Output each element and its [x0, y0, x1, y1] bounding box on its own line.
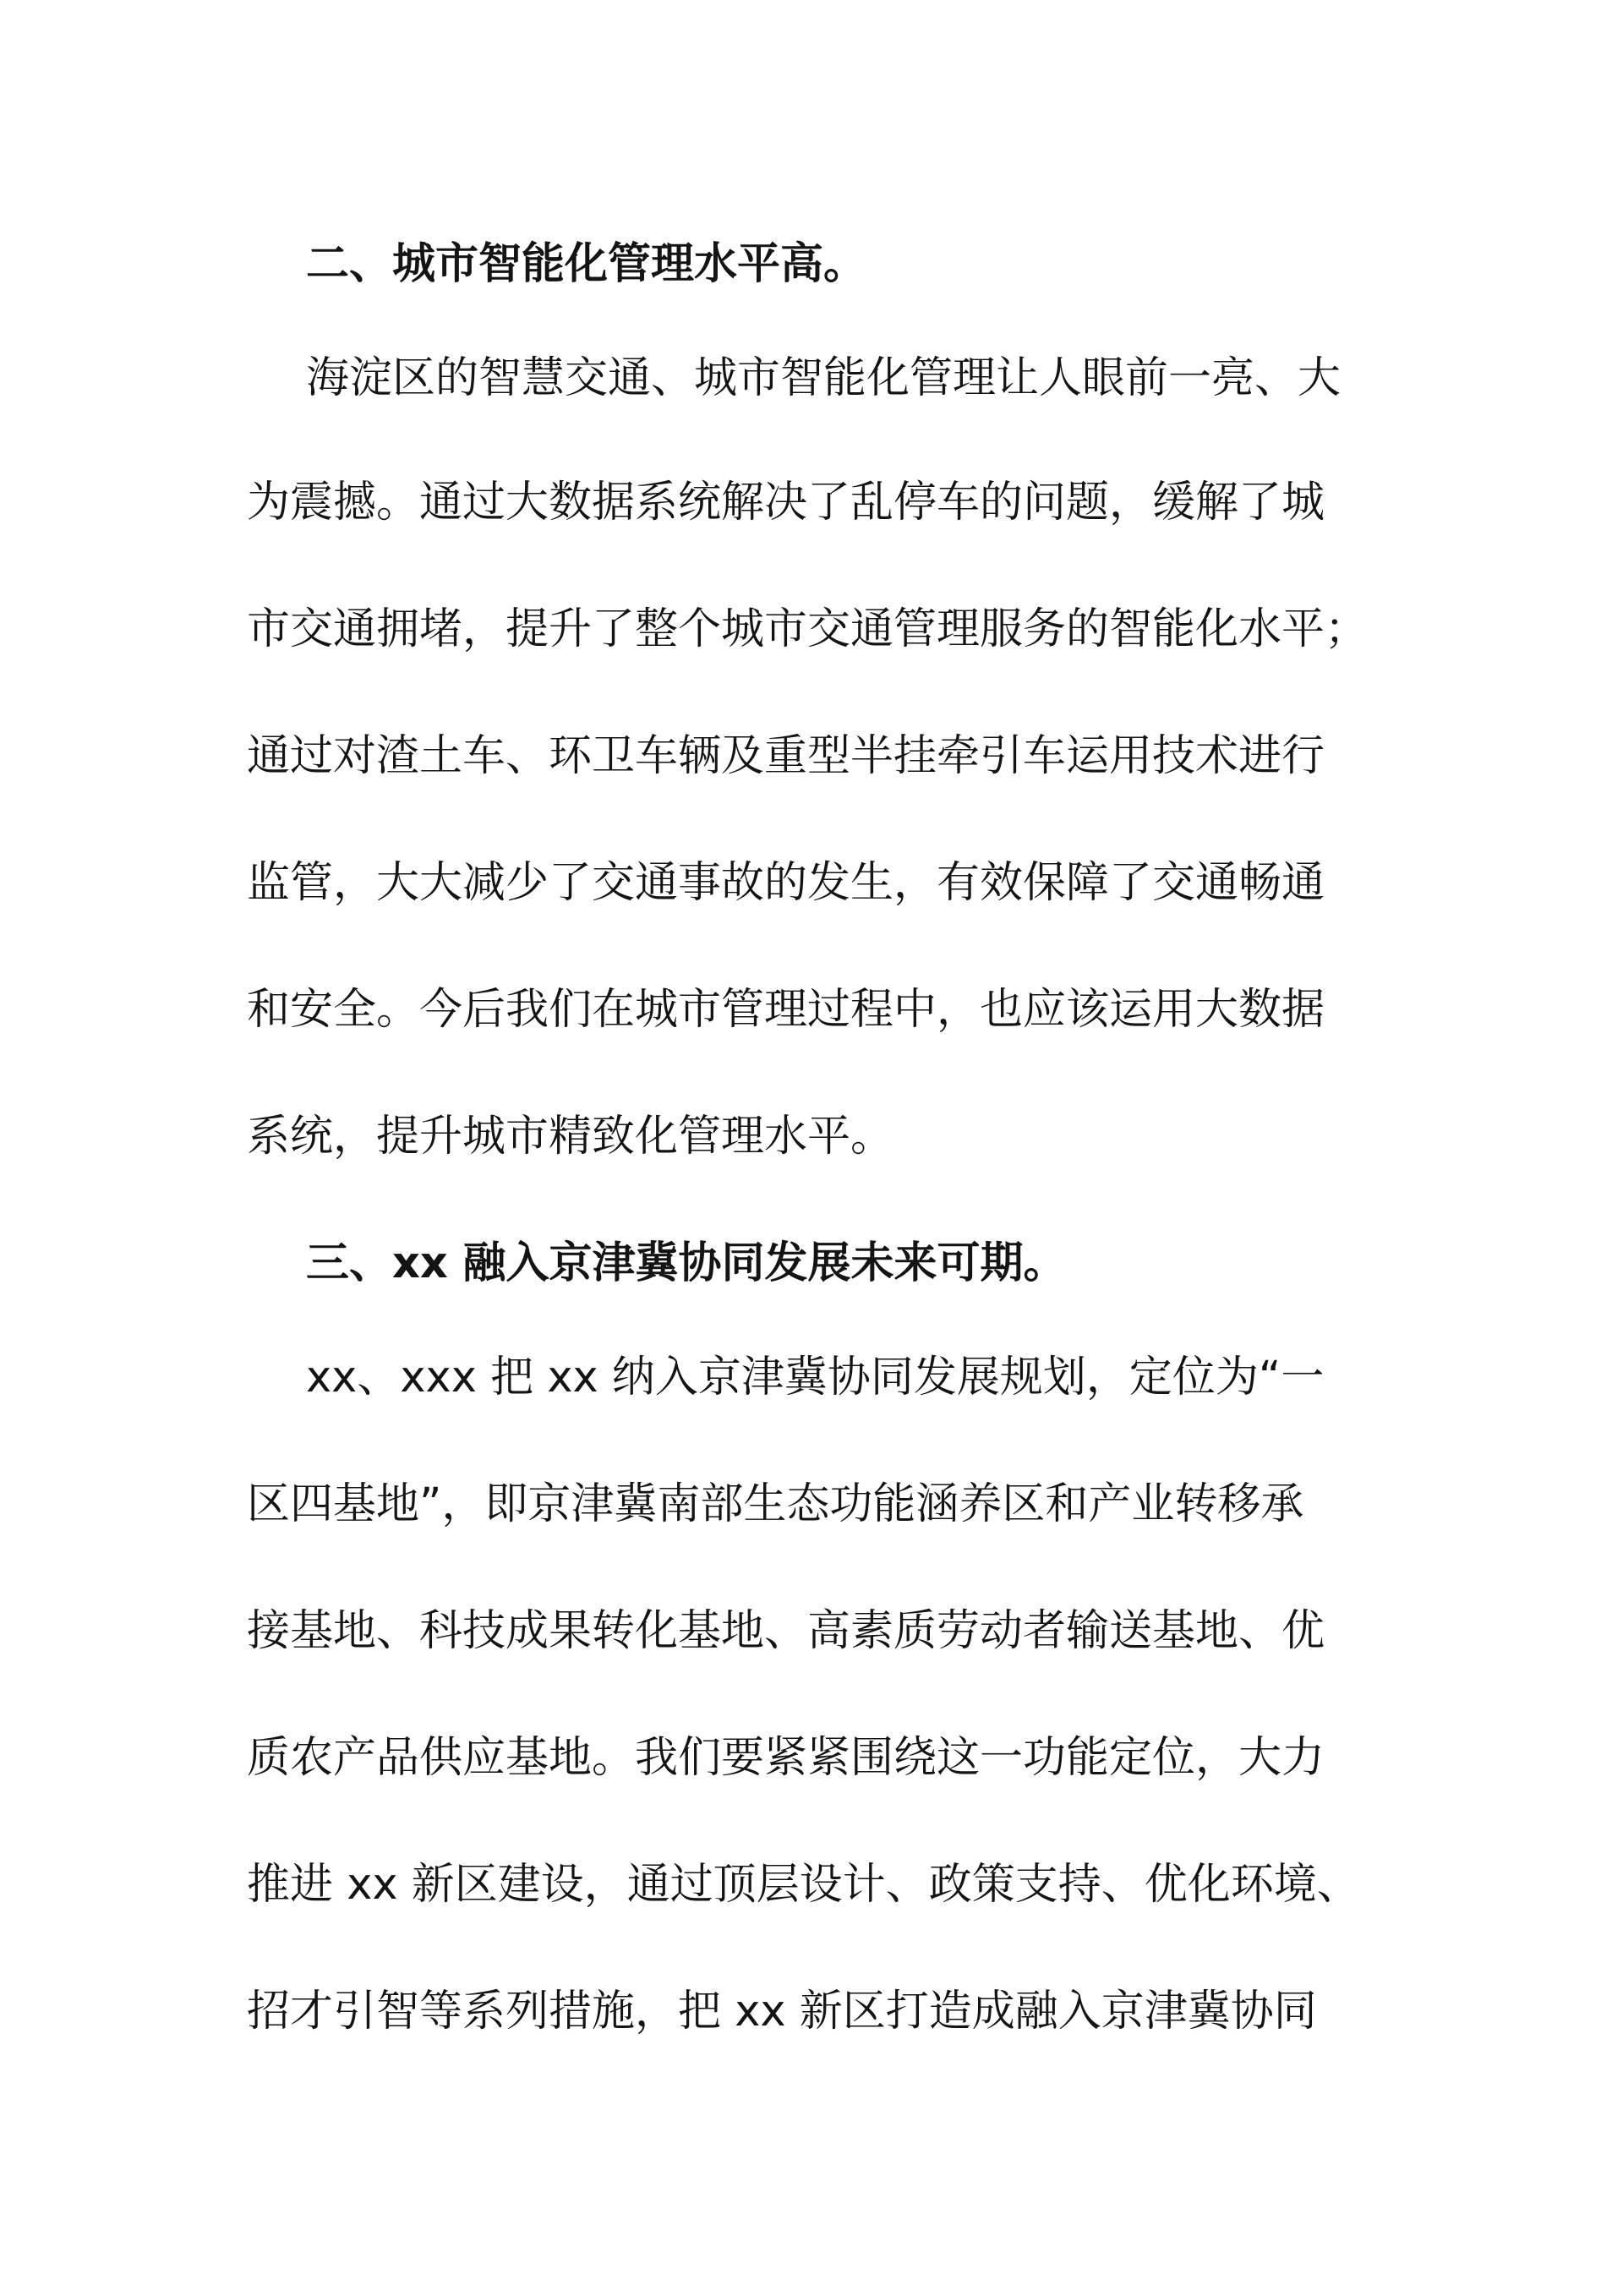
section-3-line-6: 招才引智等系列措施，把 xx 新区打造成融入京津冀协同	[247, 1987, 1317, 2036]
section-3-line-3: 接基地、科技成果转化基地、高素质劳动者输送基地、优	[247, 1606, 1325, 1656]
section-2-heading: 二、城市智能化管理水平高。	[306, 239, 867, 289]
section-2-line-3: 市交通拥堵，提升了整个城市交通管理服务的智能化水平；	[247, 604, 1369, 654]
section-2-line-4: 通过对渣土车、环卫车辆及重型半挂牵引车运用技术进行	[247, 731, 1325, 781]
section-3-line-1: xx、xxx 把 xx 纳入京津冀协同发展规划，定位为“一	[306, 1353, 1325, 1402]
section-2-line-7: 系统，提升城市精致化管理水平。	[247, 1112, 894, 1162]
section-3-line-5: 推进 xx 新区建设，通过顶层设计、政策支持、优化环境、	[247, 1860, 1360, 1910]
section-2-line-1: 海淀区的智慧交通、城市智能化管理让人眼前一亮、大	[306, 353, 1342, 403]
section-2-line-6: 和安全。今后我们在城市管理过程中，也应该运用大数据	[247, 985, 1325, 1035]
section-3-line-4: 质农产品供应基地。我们要紧紧围绕这一功能定位，大力	[247, 1733, 1325, 1783]
section-2-line-2: 为震撼。通过大数据系统解决了乱停车的问题，缓解了城	[247, 478, 1325, 528]
section-2-line-5: 监管，大大减少了交通事故的发生，有效保障了交通畅通	[247, 858, 1325, 908]
section-3-heading: 三、xx 融入京津冀协同发展未来可期。	[306, 1238, 1067, 1288]
section-3-line-2: 区四基地”，即京津冀南部生态功能涵养区和产业转移承	[247, 1479, 1304, 1529]
